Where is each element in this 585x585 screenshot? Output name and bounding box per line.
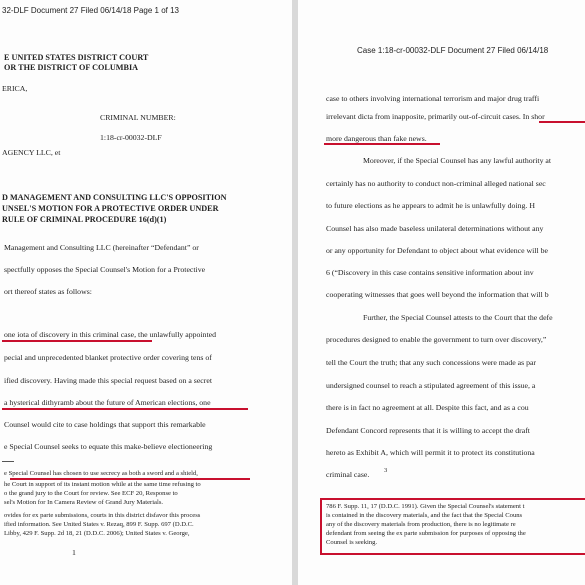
court-heading-line-1: E UNITED STATES DISTRICT COURT <box>4 53 149 62</box>
page-number: 1 <box>72 548 76 557</box>
case-number-label: CRIMINAL NUMBER: <box>100 113 176 122</box>
footnote-line: any of the discovery materials from production, there is no legitimate re <box>326 521 516 528</box>
footnote-line: Counsel is seeking. <box>326 539 378 546</box>
footnote-line: e Special Counsel has chosen to use secrecy as both a sword and a shield, <box>4 470 198 477</box>
body-line: hereto as Exhibit A, which will permit it to protect its constitutiona <box>326 448 535 457</box>
body-line: Counsel has also made baseless unilateral determinations without any <box>326 224 544 233</box>
left-document-page <box>0 0 292 585</box>
page-header: 32-DLF Document 27 Filed 06/14/18 Page 1 of 13 <box>2 6 179 15</box>
red-underline <box>2 408 248 410</box>
footnote-line: o the grand jury to the Court for review. See ECF 20, Response to <box>4 490 178 497</box>
body-line: ort thereof states as follows: <box>4 287 92 296</box>
body-line: one iota of discovery in this criminal case, the unlawfully appointed <box>4 330 216 339</box>
footnote-line: defendant from seeing the ex parte submission for purposes of opposing the <box>326 530 526 537</box>
body-line: Management and Consulting LLC (hereinafter “Defendant” or <box>4 243 199 252</box>
footnote-line: ified information. See United States v. Rezaq, 899 F. Supp. 697 (D.D.C. <box>4 521 194 528</box>
body-line: criminal case. <box>326 470 370 479</box>
red-underline <box>2 340 152 342</box>
footnote-line: he Court in support of its instant motion while at the same time refusing to <box>4 481 201 488</box>
body-line: Further, the Special Counsel attests to the Court that the defe <box>363 313 553 322</box>
party-line-2: AGENCY LLC, et <box>2 148 61 157</box>
body-line: cooperating witnesses that goes well beyond the information that will b <box>326 290 549 299</box>
body-line: procedures designed to enable the government to turn over discovery,” <box>326 335 547 344</box>
body-line: Counsel would cite to case holdings that support this remarkable <box>4 420 206 429</box>
footnote-line: Libby, 429 F. Supp. 2d 18, 21 (D.D.C. 2006); United States v. George, <box>4 530 190 537</box>
body-line: pecial and unprecedented blanket protective order covering tens of <box>4 353 212 362</box>
body-line: irrelevant dicta from inapposite, primarily out-of-circuit cases. In shor <box>326 112 545 121</box>
body-line: to future elections as he appears to admit he is unlawfully doing. H <box>326 201 535 210</box>
body-line: or any opportunity for Defendant to object about what evidence will be <box>326 246 548 255</box>
title-line-2: UNSEL'S MOTION FOR A PROTECTIVE ORDER UNDER <box>2 204 219 213</box>
body-line: more dangerous than fake news. <box>326 134 427 143</box>
party-line-1: ERICA, <box>2 84 28 93</box>
red-underline <box>10 478 250 480</box>
right-document-page <box>298 0 585 585</box>
body-line: undersigned counsel to reach a stipulated agreement of this issue, a <box>326 381 536 390</box>
title-line-3: RULE OF CRIMINAL PROCEDURE 16(d)(1) <box>2 215 167 224</box>
body-line: 6 (“Discovery in this case contains sensitive information about inv <box>326 268 534 277</box>
body-line: case to others involving international terrorism and major drug traffi <box>326 94 540 103</box>
footnote-rule <box>2 461 14 462</box>
footnote-line: 786 F. Supp. 11, 17 (D.D.C. 1991). Given the Special Counsel's statement t <box>326 503 525 510</box>
body-line: e Special Counsel seeks to equate this make-believe electioneering <box>4 442 213 451</box>
body-line: spectfully opposes the Special Counsel's Motion for a Protective <box>4 265 206 274</box>
case-number: 1:18-cr-00032-DLF <box>100 133 162 142</box>
body-line: tell the Court the truth; that any such concessions were made as par <box>326 358 537 367</box>
body-line: a hysterical dithyramb about the future of American elections, one <box>4 398 211 407</box>
footnote-line: ovides for ex parte submissions, courts in this district disfavor this process <box>4 512 201 519</box>
footnote-line: sel's Motion for In Camera Review of Grand Jury Materials. <box>4 499 164 506</box>
title-line-1: D MANAGEMENT AND CONSULTING LLC'S OPPOSITION <box>2 193 227 202</box>
body-line: ified discovery. Having made this special request based on a secret <box>4 376 212 385</box>
footnote-line: is contained in the discovery materials, and the fact that the Special Couns <box>326 512 523 519</box>
red-underline <box>539 121 585 123</box>
page-header: Case 1:18-cr-00032-DLF Document 27 Filed 06/14/18 <box>357 46 549 55</box>
body-line: Defendant Concord represents that it is willing to accept the draft <box>326 426 530 435</box>
red-underline <box>324 143 440 145</box>
body-line: there is in fact no agreement at all. Despite this fact, and as a cou <box>326 403 529 412</box>
court-heading-line-2: OR THE DISTRICT OF COLUMBIA <box>4 63 139 72</box>
footnote-reference: 3 <box>384 467 388 474</box>
body-line: certainly has no authority to conduct non-criminal alleged national sec <box>326 179 546 188</box>
body-line: Moreover, if the Special Counsel has any lawful authority at <box>363 156 552 165</box>
